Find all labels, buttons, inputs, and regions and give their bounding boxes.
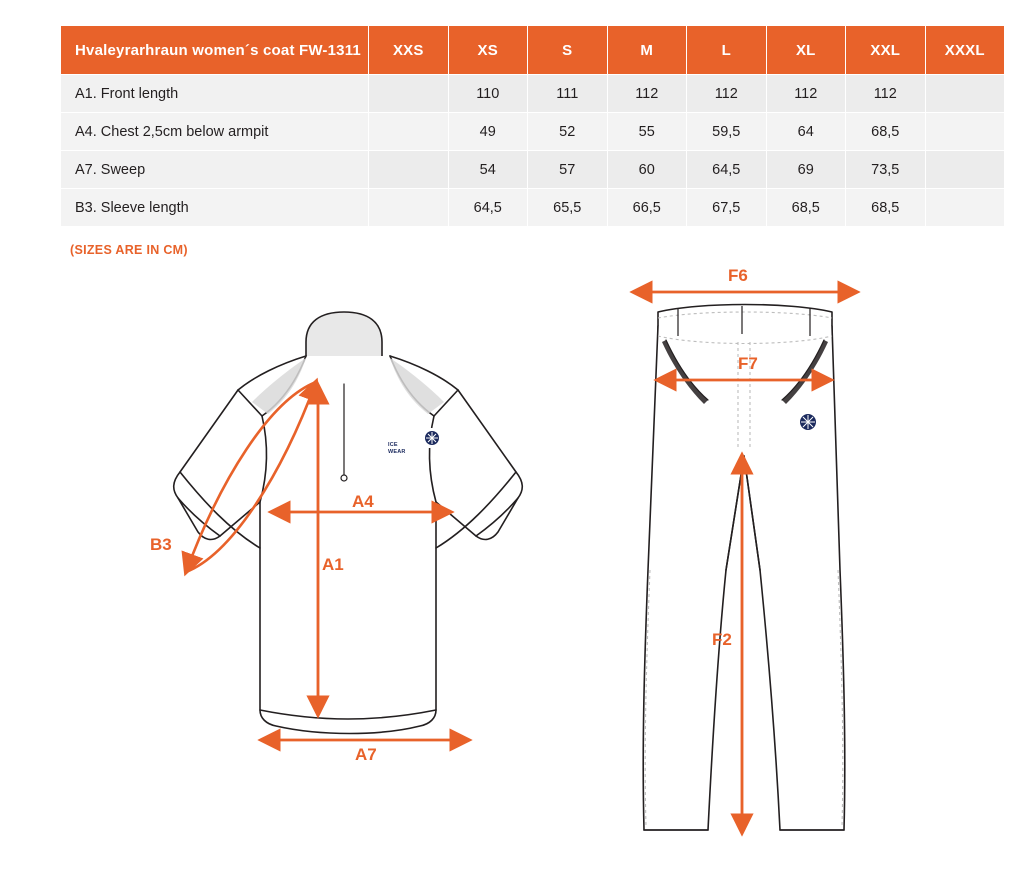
label-b3: B3 <box>150 535 172 554</box>
label-a4: A4 <box>352 492 374 511</box>
row-label-a1: A1. Front length <box>61 75 369 113</box>
cell-a7-xxs <box>369 151 449 189</box>
cell-a7-xl: 69 <box>766 151 846 189</box>
label-f7: F7 <box>738 354 758 373</box>
pants-measure-arrows <box>600 270 920 870</box>
label-a1: A1 <box>322 555 344 574</box>
cell-a1-xs: 110 <box>448 75 528 113</box>
cell-b3-l: 67,5 <box>687 189 767 227</box>
cell-a4-xxxl <box>925 113 1005 151</box>
cell-a4-m: 55 <box>607 113 687 151</box>
cell-b3-xxl: 68,5 <box>846 189 926 227</box>
column-header-l: L <box>687 26 767 75</box>
brand-label-line1: ICE <box>388 442 398 448</box>
arrow-b3-lower <box>186 382 316 572</box>
cell-a7-m: 60 <box>607 151 687 189</box>
cell-a1-m: 112 <box>607 75 687 113</box>
table-row <box>61 113 1005 151</box>
cell-a4-xxl: 68,5 <box>846 113 926 151</box>
units-note: (SIZES ARE IN CM) <box>70 243 188 257</box>
cell-a1-xxl: 112 <box>846 75 926 113</box>
cell-a4-s: 52 <box>528 113 608 151</box>
brand-label-line2: WEAR <box>388 449 406 455</box>
column-header-xs: XS <box>448 26 528 75</box>
column-header-xxs: XXS <box>369 26 449 75</box>
cell-a1-xl: 112 <box>766 75 846 113</box>
table-header-row <box>61 26 1005 75</box>
label-a7: A7 <box>355 745 377 764</box>
column-header-m: M <box>607 26 687 75</box>
cell-a7-xs: 54 <box>448 151 528 189</box>
cell-b3-s: 65,5 <box>528 189 608 227</box>
size-table-body <box>61 75 1005 227</box>
cell-b3-xs: 64,5 <box>448 189 528 227</box>
cell-a7-s: 57 <box>528 151 608 189</box>
cell-a1-l: 112 <box>687 75 767 113</box>
cell-b3-m: 66,5 <box>607 189 687 227</box>
cell-a7-xxxl <box>925 151 1005 189</box>
row-label-b3: B3. Sleeve length <box>61 189 369 227</box>
table-row <box>61 189 1005 227</box>
cell-a7-l: 64,5 <box>687 151 767 189</box>
table-row <box>61 151 1005 189</box>
label-f6: F6 <box>728 266 748 285</box>
cell-a1-s: 111 <box>528 75 608 113</box>
column-header-xxl: XXL <box>846 26 926 75</box>
cell-a4-xl: 64 <box>766 113 846 151</box>
row-label-a4: A4. Chest 2,5cm below armpit <box>61 113 369 151</box>
table-title-cell: Hvaleyrarhraun women´s coat FW-1311 <box>61 26 369 75</box>
column-header-xxxl: XXXL <box>925 26 1005 75</box>
row-label-a7: A7. Sweep <box>61 151 369 189</box>
cell-a4-xs: 49 <box>448 113 528 151</box>
cell-a7-xxl: 73,5 <box>846 151 926 189</box>
cell-a4-l: 59,5 <box>687 113 767 151</box>
arrow-b3-upper <box>186 382 316 572</box>
size-table-head <box>61 26 1005 75</box>
cell-b3-xxxl <box>925 189 1005 227</box>
jacket-measure-arrows <box>120 290 540 810</box>
pants-illustration <box>600 266 920 875</box>
label-f2: F2 <box>712 630 732 649</box>
cell-a4-xxs <box>369 113 449 151</box>
cell-a1-xxxl <box>925 75 1005 113</box>
table-row <box>61 75 1005 113</box>
illustration-area <box>0 266 1032 885</box>
cell-a1-xxs <box>369 75 449 113</box>
jacket-illustration <box>120 290 540 815</box>
size-table <box>60 25 1005 227</box>
cell-b3-xxs <box>369 189 449 227</box>
cell-b3-xl: 68,5 <box>766 189 846 227</box>
column-header-s: S <box>528 26 608 75</box>
column-header-xl: XL <box>766 26 846 75</box>
